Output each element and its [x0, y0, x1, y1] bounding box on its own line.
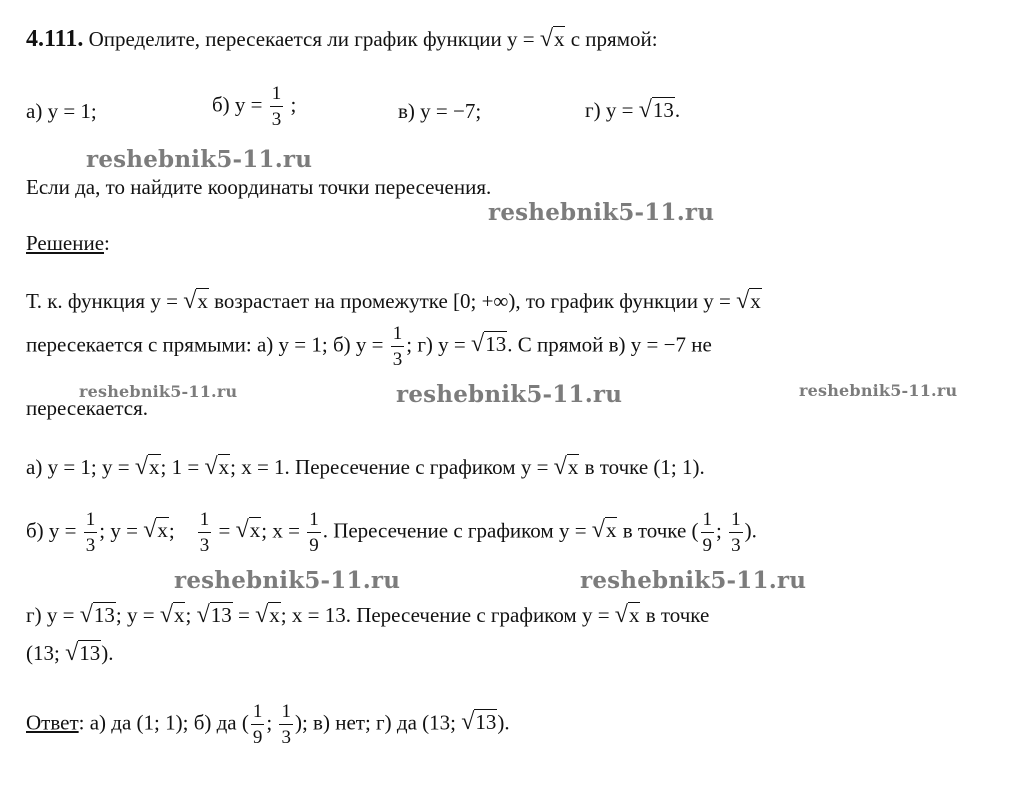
option-v: в) y = −7;: [398, 99, 482, 123]
question-line: Если да, то найдите координаты точки пересечения.: [26, 175, 492, 199]
case-a: а) y = 1; y = √x; 1 = √x; x = 1. Пересечение с графиком y = √x в точке (1; 1).: [26, 454, 705, 480]
problem-line: [26, 27, 658, 51]
answer-line: Ответ: а) да (1; 1); б) да ( $\frac{1}{9}$ ; $\frac{1}{3}$ ); в) нет; г) да (13; √13).: [26, 701, 510, 748]
watermark: reshebnik5-11.ru: [799, 381, 958, 400]
problem-statement-end: с прямой:: [565, 27, 658, 51]
problem-number: 4.111.: [26, 26, 84, 52]
problem-statement: Определите, пересекается ли график функции y =: [88, 27, 540, 51]
watermark: reshebnik5-11.ru: [86, 146, 313, 173]
watermark: reshebnik5-11.ru: [79, 382, 238, 401]
option-g: г) y = √13.: [585, 97, 681, 123]
watermark: reshebnik5-11.ru: [396, 381, 623, 408]
intro-line-2: пересекается с прямыми: а) y = 1; б) y = $\frac{1}{3}$ ; г) y = √13. С прямой в) y = −7 не: [26, 323, 712, 370]
watermark: reshebnik5-11.ru: [174, 567, 401, 594]
sqrt-13: √13: [638, 97, 674, 123]
sqrt-x: √x: [539, 26, 565, 52]
fraction: $\frac{1}{3}$: [392, 323, 403, 370]
case-g-line-2: (13; √13).: [26, 640, 114, 666]
intro-line-3: пересекается.: [26, 396, 148, 420]
answer-label: Ответ: [26, 710, 79, 735]
option-a: а) y = 1;: [26, 99, 97, 123]
watermark: reshebnik5-11.ru: [488, 199, 715, 226]
option-b: б) y = $\frac{1}{3}$ ;: [212, 83, 297, 130]
fraction: $\frac{1}{3}$: [271, 83, 282, 130]
intro-line-1: Т. к. функция y = √x возрастает на промежутке [0; +∞), то график функции y = √x: [26, 288, 761, 314]
case-b: б) y = $\frac{1}{3}$ ; y = √x; $\frac{1}{3}$ = √x; x = $\frac{1}{9}$ . Пересечение с графиком y = √x в точке ( $\frac{1}{9}$ ; $\frac{1}{3}$ ).: [26, 509, 757, 556]
watermark: reshebnik5-11.ru: [580, 567, 807, 594]
solution-heading: Решение:: [26, 231, 110, 255]
case-g-line-1: г) y = √13; y = √x; √13 = √x; x = 13. Пересечение с графиком y = √x в точке: [26, 602, 710, 628]
